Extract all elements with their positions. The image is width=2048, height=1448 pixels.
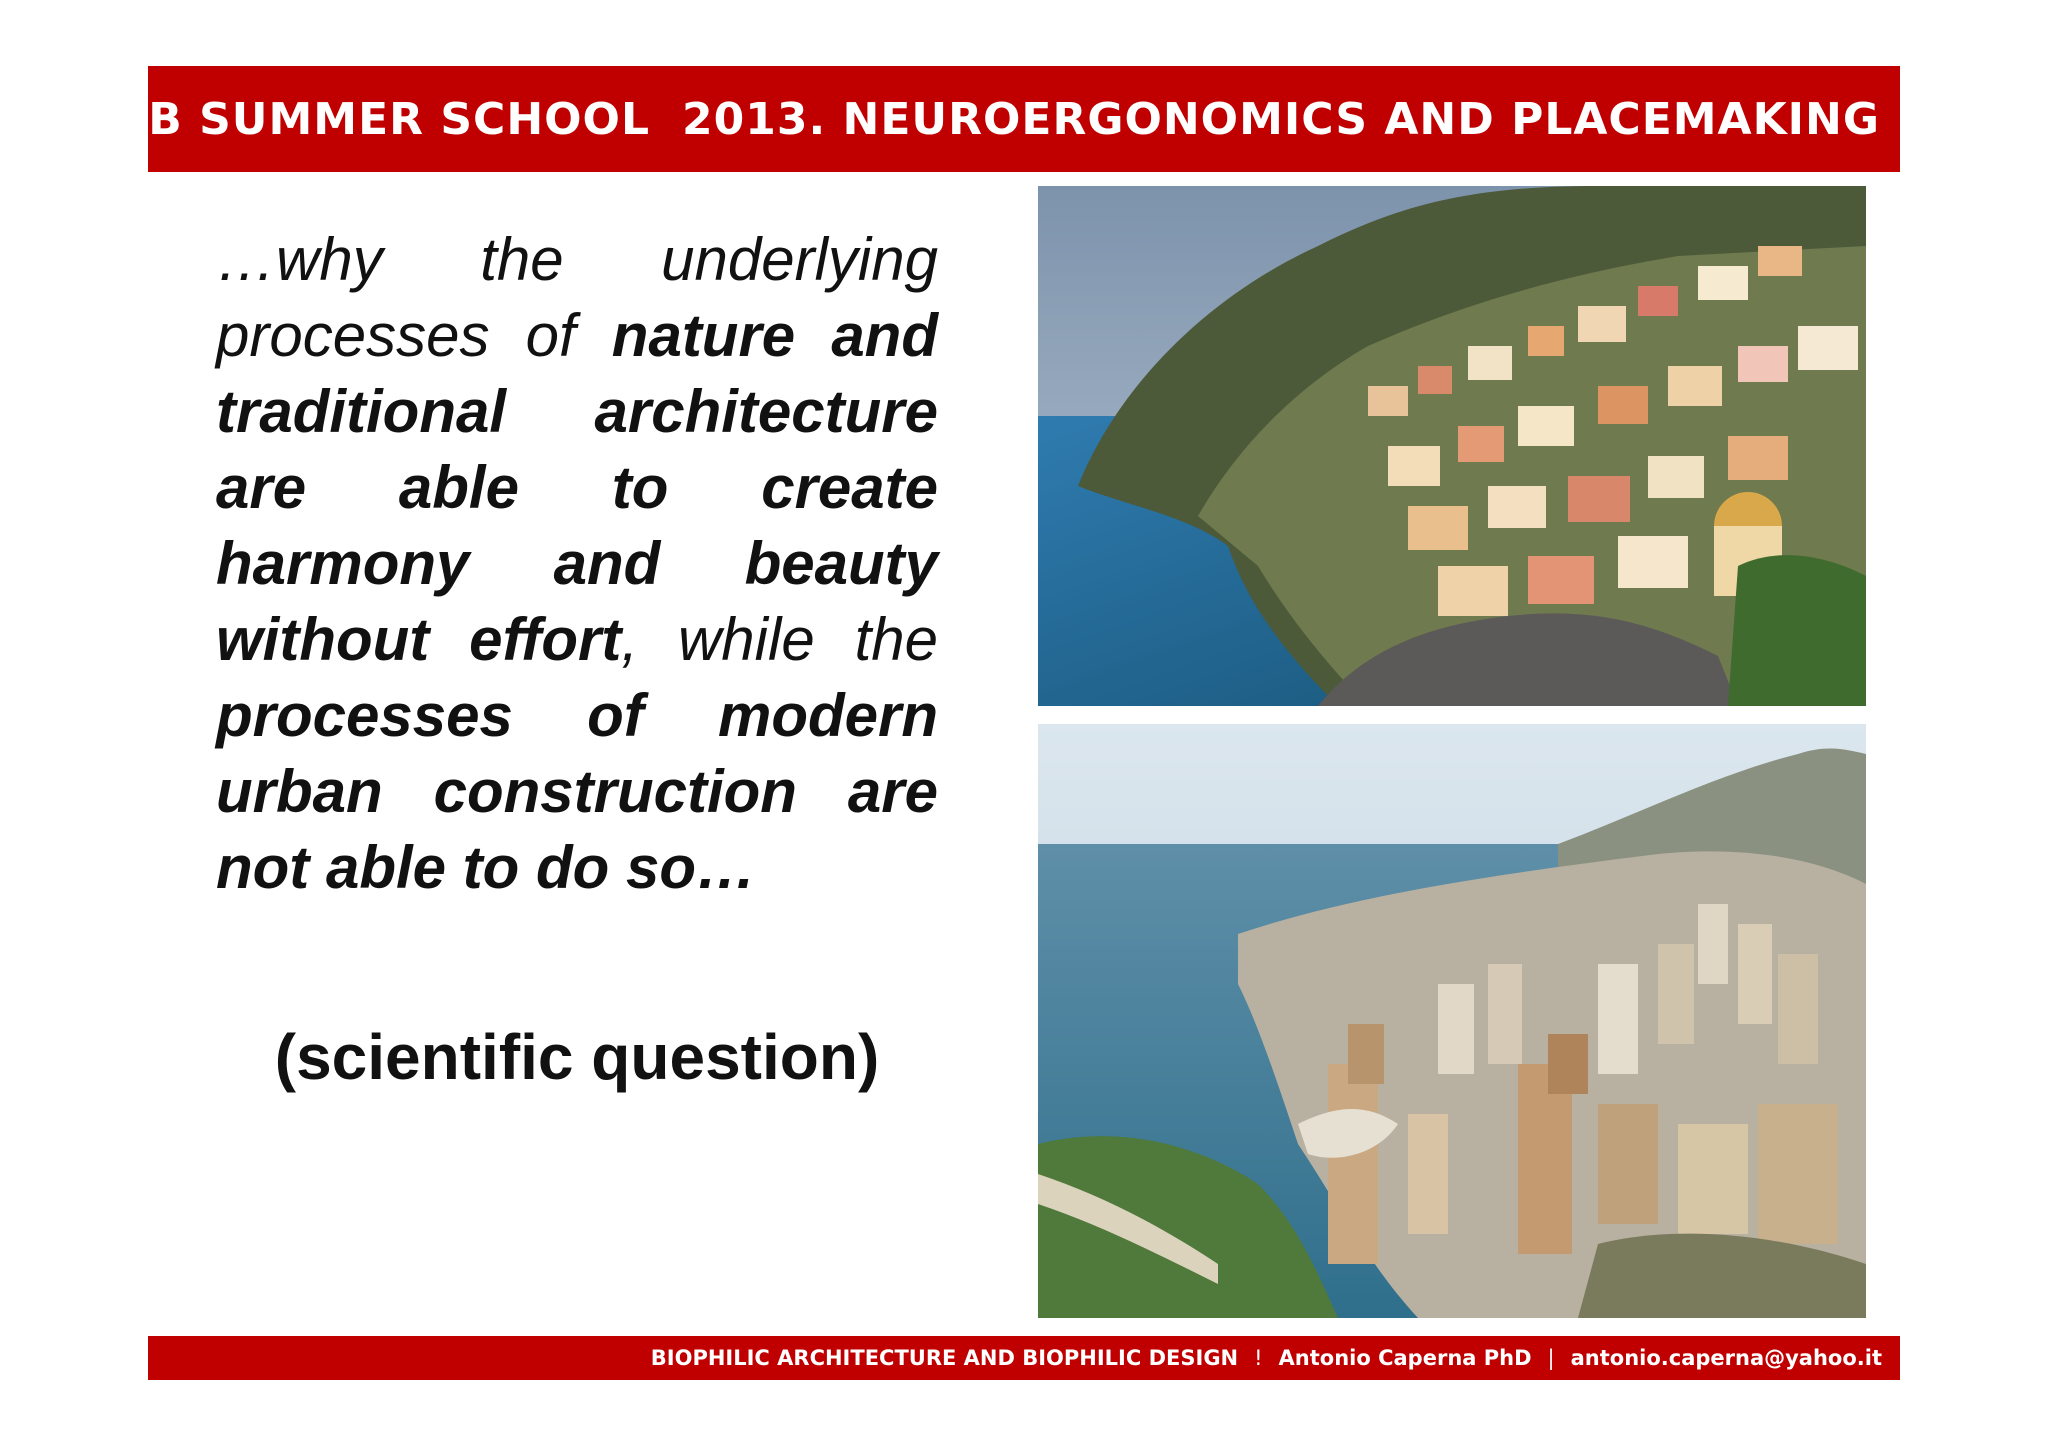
header-title — [98, 94, 1880, 145]
footer-course: BIOPHILIC ARCHITECTURE AND BIOPHILIC DESIGN — [650, 1346, 1239, 1370]
footer-author: Antonio Caperna PhD — [1278, 1346, 1532, 1370]
coastal-village-photo-icon — [1038, 186, 1866, 706]
scientific-question: (scientific question) — [274, 1021, 880, 1093]
footer-email: antonio.caperna@yahoo.it — [1570, 1346, 1882, 1370]
quote-part-1: …why the underlying processes of — [216, 226, 938, 369]
footer-separator-1: ! — [1254, 1346, 1263, 1370]
quote-part-3: , while the — [621, 606, 938, 673]
header-bar — [98, 66, 1900, 172]
footer-separator-2: | — [1547, 1346, 1555, 1370]
quote-part-2: nature and traditional architecture are able to create harmony and beauty without effort — [216, 302, 938, 673]
footer-bar — [148, 1336, 1900, 1380]
footer-text — [651, 1346, 1882, 1370]
quote-text — [216, 222, 938, 906]
modern-city-photo-icon — [1038, 724, 1866, 1318]
header-school: ISB SUMMER SCHOOL — [98, 94, 650, 145]
header-topic: 2013. NEUROERGONOMICS AND PLACEMAKING — [682, 94, 1880, 145]
quote-part-4: processes of modern urban construction are not able to do so… — [216, 682, 938, 901]
